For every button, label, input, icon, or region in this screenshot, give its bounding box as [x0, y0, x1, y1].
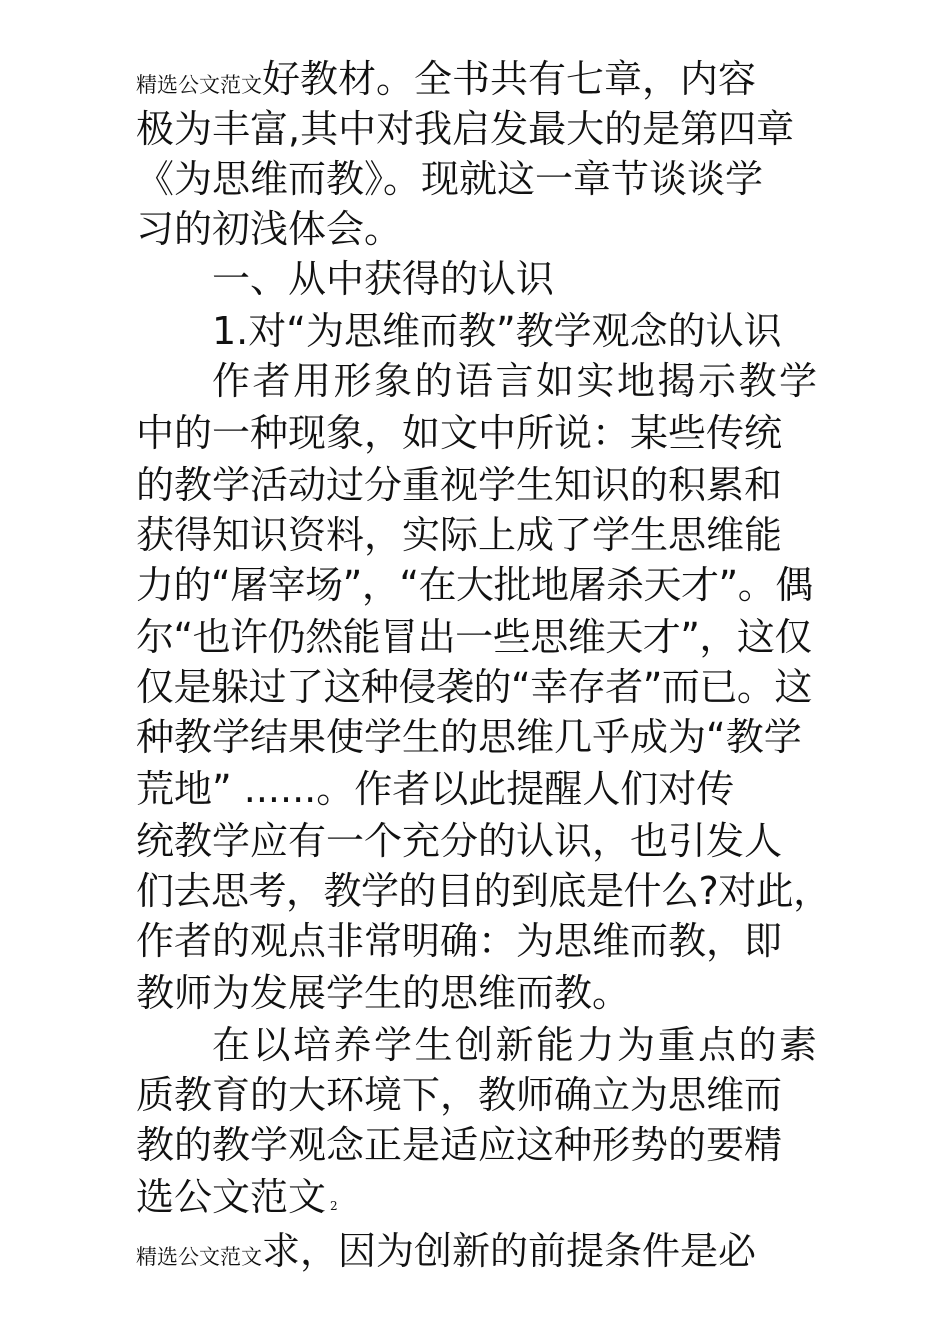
line-text: 习的初浅体会。 [136, 207, 403, 251]
header-label: 精选公文范文 [136, 73, 262, 97]
line-text: 统教学应有一个充分的认识，也引发人 [136, 819, 783, 863]
text-line-21 [136, 1070, 836, 1120]
line-text: 获得知识资料，实际上成了学生思维能 [136, 513, 783, 557]
text-line-19 [136, 968, 836, 1018]
line-text: 仅是躲过了这种侵袭的“幸存者”而已。这 [136, 665, 812, 709]
line-text: 选公文范文 [136, 1175, 327, 1219]
line-text: 教的教学观念正是适应这种形势的要精 [136, 1123, 783, 1167]
line-text: 的教学活动过分重视学生知识的积累和 [136, 463, 783, 507]
line-text: 中的一种现象，如文中所说：某些传统 [136, 411, 783, 455]
line-text: 教师为发展学生的思维而教。 [136, 971, 631, 1015]
line-text: 作者用形象的语言如实地揭示教学 [212, 359, 820, 403]
page-number: 2 [330, 1199, 338, 1213]
line-text: 一、从中获得的认识 [212, 257, 555, 301]
line-text: 质教育的大环境下，教师确立为思维而 [136, 1073, 783, 1117]
text-line-15 [136, 764, 836, 814]
line-text: 荒地” ......。作者以此提醒人们对传 [136, 767, 735, 811]
line-text: 求，因为创新的前提条件是必 [262, 1229, 757, 1273]
text-line-14 [136, 712, 836, 762]
line-text: 1.对“为思维而教”教学观念的认识 [212, 309, 782, 353]
header-label: 精选公文范文 [136, 1245, 262, 1269]
text-line-2 [136, 104, 836, 154]
line-text: 种教学结果使学生的思维几乎成为“教学 [136, 715, 802, 759]
section-heading [212, 254, 852, 304]
text-line-9 [136, 460, 836, 510]
text-line-7 [212, 356, 852, 406]
text-line-1 [136, 54, 836, 104]
text-line-8 [136, 408, 836, 458]
line-text: 极为丰富,其中对我启发最大的是第四章 [136, 107, 795, 151]
line-text: 好教材。全书共有七章，内容 [262, 57, 757, 101]
text-line-12 [136, 612, 836, 662]
subsection-heading [212, 306, 852, 356]
text-line-4 [136, 204, 836, 254]
text-line-20 [212, 1020, 852, 1070]
text-line-13 [136, 662, 836, 712]
text-line-18 [136, 916, 836, 966]
text-line-11 [136, 560, 836, 610]
line-text: 力的“屠宰场”，“在大批地屠杀天才”。偶 [136, 563, 813, 607]
text-line-16 [136, 816, 836, 866]
text-line-24 [136, 1226, 836, 1276]
text-line-3 [136, 154, 836, 204]
line-text: 在以培养学生创新能力为重点的素 [212, 1023, 820, 1067]
line-text: 们去思考，教学的目的到底是什么?对此， [136, 869, 831, 913]
line-text: 作者的观点非常明确：为思维而教，即 [136, 919, 783, 963]
text-line-10 [136, 510, 836, 560]
line-text: 《为思维而教》。现就这一章节谈谈学 [136, 157, 764, 201]
text-line-17 [136, 866, 836, 916]
line-text: 尔“也许仍然能冒出一些思维天才”，这仅 [136, 615, 812, 659]
text-line-22 [136, 1120, 836, 1170]
text-line-23 [136, 1172, 836, 1222]
